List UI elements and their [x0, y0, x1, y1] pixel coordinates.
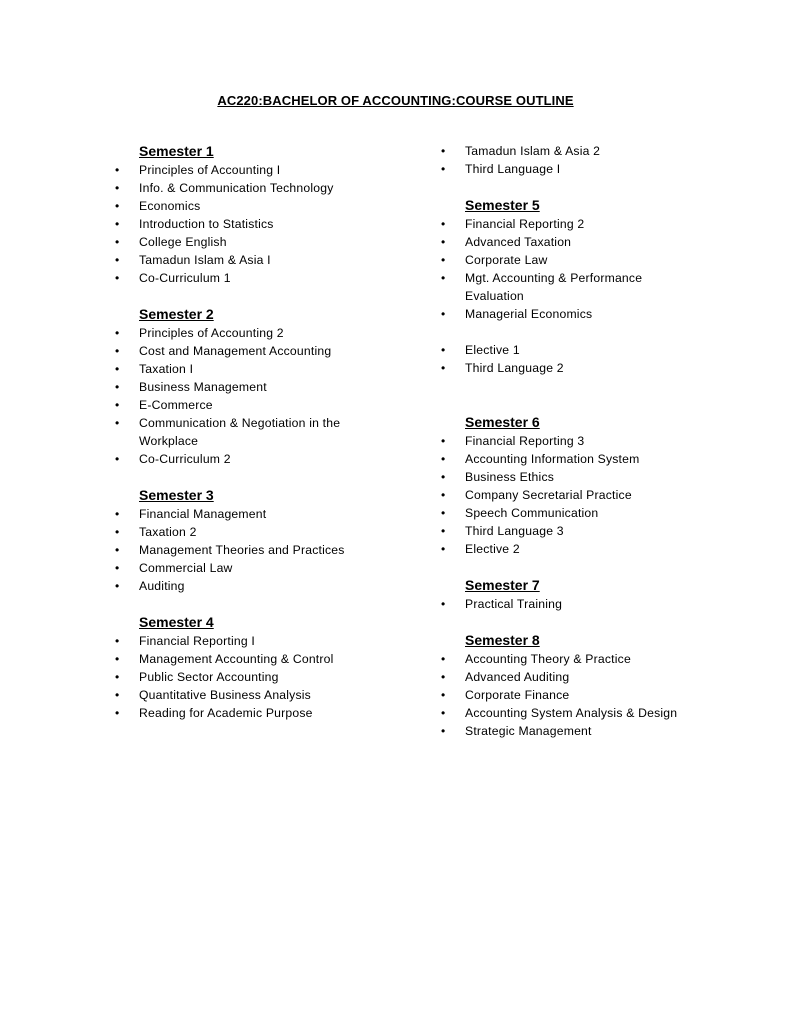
- semester-heading: Semester 8: [465, 632, 540, 648]
- list-item: • Financial Management: [115, 507, 267, 521]
- list-item: • Management Theories and Practices: [115, 543, 345, 557]
- semester-heading: Semester 3: [139, 487, 214, 503]
- list-item: • Management Accounting & Control: [115, 652, 334, 666]
- list-item: • Corporate Finance: [441, 688, 570, 702]
- semester-3-section: [112, 486, 432, 595]
- bullet-icon: •: [441, 652, 446, 666]
- bullet-icon: •: [115, 235, 120, 249]
- list-item: • Commercial Law: [115, 561, 233, 575]
- bullet-icon: •: [115, 416, 120, 430]
- list-item: • Mgt. Accounting & Performance Evaluation: [441, 271, 643, 303]
- semester-heading: Semester 7: [465, 577, 540, 593]
- list-item: • Elective 2: [441, 542, 520, 556]
- bullet-icon: •: [441, 162, 446, 176]
- list-item: • Third Language I: [441, 162, 561, 176]
- list-item: • Third Language 2: [441, 361, 564, 375]
- list-item: • Taxation 2: [115, 525, 197, 539]
- list-item: • Speech Communication: [441, 506, 599, 520]
- course-list: [438, 432, 768, 558]
- bullet-icon: •: [441, 144, 446, 158]
- course-list: [112, 161, 432, 287]
- list-item: • E-Commerce: [115, 398, 213, 412]
- semester-7-section: [438, 576, 768, 613]
- bullet-icon: •: [441, 724, 446, 738]
- course-list: [438, 650, 768, 740]
- list-item: • Principles of Accounting I: [115, 163, 281, 177]
- list-item: • Elective 1: [441, 343, 520, 357]
- list-item: • Strategic Management: [441, 724, 592, 738]
- list-item: • Managerial Economics: [441, 307, 593, 321]
- bullet-icon: •: [115, 326, 120, 340]
- semester-5-section: [438, 196, 768, 377]
- right-column: [438, 142, 768, 740]
- bullet-icon: •: [115, 362, 120, 376]
- semester-heading: Semester 6: [465, 414, 540, 430]
- list-item: • Third Language 3: [441, 524, 564, 538]
- list-item: • Practical Training: [441, 597, 563, 611]
- course-list: [112, 632, 432, 722]
- list-item: • Financial Reporting I: [115, 634, 255, 648]
- semester-4-section: [112, 613, 432, 722]
- bullet-icon: •: [115, 253, 120, 267]
- list-item: • Communication & Negotiation in the Workplace: [115, 416, 341, 448]
- bullet-icon: •: [441, 670, 446, 684]
- list-item: • Economics: [115, 199, 201, 213]
- bullet-icon: •: [441, 706, 446, 720]
- list-item: • Business Management: [115, 380, 267, 394]
- list-item: • Advanced Taxation: [441, 235, 572, 249]
- left-column: [112, 142, 432, 722]
- bullet-icon: •: [441, 688, 446, 702]
- bullet-icon: •: [441, 597, 446, 611]
- bullet-icon: •: [115, 507, 120, 521]
- bullet-icon: •: [441, 271, 446, 285]
- bullet-icon: •: [115, 163, 120, 177]
- semester-2-section: [112, 305, 432, 468]
- bullet-icon: •: [115, 579, 120, 593]
- bullet-icon: •: [115, 688, 120, 702]
- course-list: [112, 324, 432, 468]
- semester-8-section: [438, 631, 768, 740]
- list-item: • Taxation I: [115, 362, 194, 376]
- bullet-icon: •: [441, 361, 446, 375]
- bullet-icon: •: [441, 470, 446, 484]
- course-list: [438, 215, 768, 323]
- bullet-icon: •: [441, 452, 446, 466]
- bullet-icon: •: [115, 670, 120, 684]
- bullet-icon: •: [115, 543, 120, 557]
- semester-1-section: [112, 142, 432, 287]
- bullet-icon: •: [441, 488, 446, 502]
- page-title: AC220:BACHELOR OF ACCOUNTING:COURSE OUTLINE: [217, 93, 574, 108]
- bullet-icon: •: [115, 706, 120, 720]
- list-item: • Reading for Academic Purpose: [115, 706, 313, 720]
- list-item: • Accounting System Analysis & Design: [441, 706, 678, 720]
- course-list: [112, 505, 432, 595]
- course-list: [438, 142, 768, 178]
- list-item: • Advanced Auditing: [441, 670, 570, 684]
- bullet-icon: •: [441, 217, 446, 231]
- course-list: [438, 595, 768, 613]
- bullet-icon: •: [441, 307, 446, 321]
- list-item: • Principles of Accounting 2: [115, 326, 284, 340]
- list-item: • Quantitative Business Analysis: [115, 688, 311, 702]
- bullet-icon: •: [441, 235, 446, 249]
- bullet-icon: •: [441, 542, 446, 556]
- bullet-icon: •: [115, 271, 120, 285]
- list-item: • Public Sector Accounting: [115, 670, 279, 684]
- bullet-icon: •: [115, 525, 120, 539]
- bullet-icon: •: [441, 343, 446, 357]
- bullet-icon: •: [115, 452, 120, 466]
- list-item: • Financial Reporting 2: [441, 217, 585, 231]
- course-list: [438, 341, 768, 377]
- list-item: • Corporate Law: [441, 253, 548, 267]
- list-item: • Auditing: [115, 579, 185, 593]
- bullet-icon: •: [115, 652, 120, 666]
- bullet-icon: •: [115, 199, 120, 213]
- list-item: • Introduction to Statistics: [115, 217, 274, 231]
- list-item: • Company Secretarial Practice: [441, 488, 632, 502]
- semester-heading: Semester 2: [139, 306, 214, 322]
- bullet-icon: •: [441, 506, 446, 520]
- bullet-icon: •: [115, 380, 120, 394]
- bullet-icon: •: [441, 524, 446, 538]
- list-item: • Tamadun Islam & Asia I: [115, 253, 271, 267]
- list-item: • Info. & Communication Technology: [115, 181, 334, 195]
- list-item: • Co-Curriculum 1: [115, 271, 231, 285]
- bullet-icon: •: [441, 253, 446, 267]
- semester-heading: Semester 5: [465, 197, 540, 213]
- semester-heading: Semester 1: [139, 143, 214, 159]
- bullet-icon: •: [115, 561, 120, 575]
- semester-6-section: [438, 413, 768, 558]
- bullet-icon: •: [115, 398, 120, 412]
- list-item: • Tamadun Islam & Asia 2: [441, 144, 601, 158]
- bullet-icon: •: [115, 344, 120, 358]
- list-item: • Cost and Management Accounting: [115, 344, 332, 358]
- list-item: • Business Ethics: [441, 470, 555, 484]
- bullet-icon: •: [441, 434, 446, 448]
- semester-4-continued: [438, 142, 768, 178]
- list-item: • Accounting Information System: [441, 452, 640, 466]
- list-item: • College English: [115, 235, 227, 249]
- semester-heading: Semester 4: [139, 614, 214, 630]
- bullet-icon: •: [115, 217, 120, 231]
- bullet-icon: •: [115, 181, 120, 195]
- list-item: • Co-Curriculum 2: [115, 452, 231, 466]
- list-item: • Accounting Theory & Practice: [441, 652, 631, 666]
- list-item: • Financial Reporting 3: [441, 434, 585, 448]
- bullet-icon: •: [115, 634, 120, 648]
